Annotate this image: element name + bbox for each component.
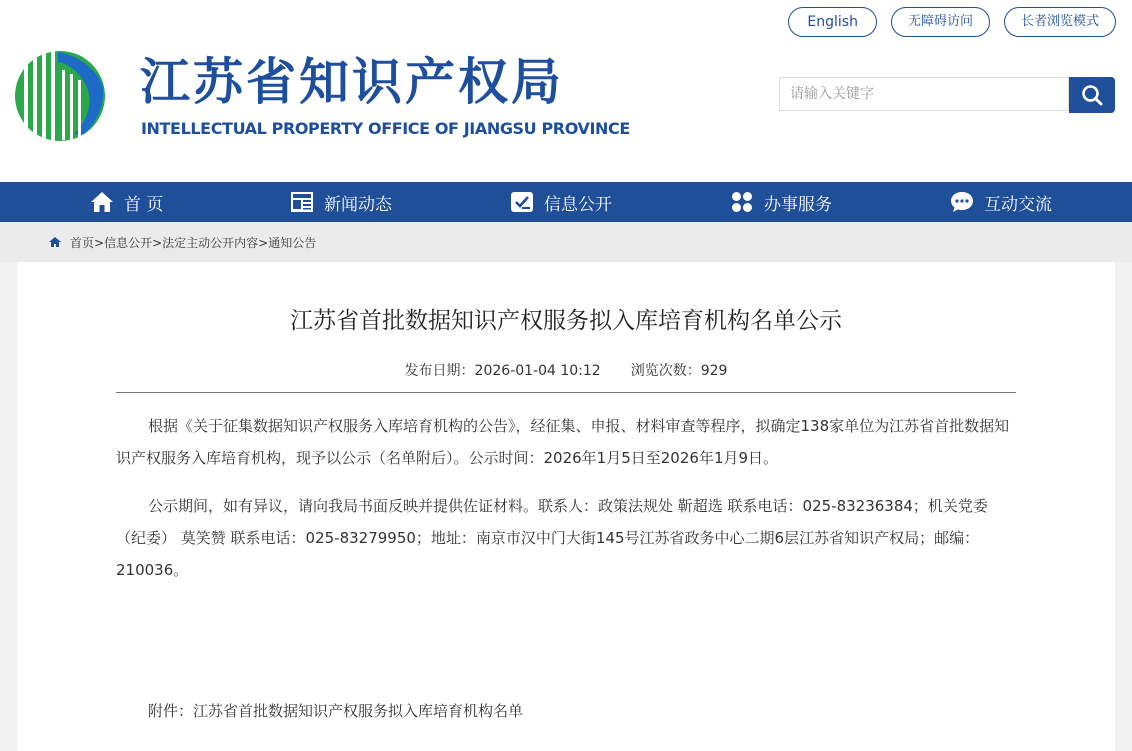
chat-icon [950, 190, 974, 214]
nav-interaction[interactable] [950, 182, 1052, 222]
english-link[interactable]: English [788, 7, 877, 37]
breadcrumb-home[interactable]: 首页> [70, 235, 105, 250]
breadcrumb-statutory[interactable]: 法定主动公开内容> [162, 235, 269, 250]
elderly-mode-link[interactable]: 长者浏览模式 [1004, 7, 1116, 37]
search-icon [1081, 84, 1103, 106]
article-title: 江苏省首批数据知识产权服务拟入库培育机构名单公示 [290, 308, 842, 334]
article-panel [17, 262, 1115, 751]
news-icon [290, 190, 314, 214]
nav-news-label: 新闻动态 [324, 194, 392, 215]
nav-info-label: 信息公开 [544, 194, 612, 215]
article-paragraph-2: 公示期间，如有异议，请向我局书面反映并提供佐证材料。联系人：政策法规处 靳超选 联系电话：025-83236384；机关党委（纪委） 莫笑赞 联系电话：025-83279950；地址：南京市汉中门大街145号江苏省政务中心二期6层江苏省知识产权局；邮编：210036。 [116, 497, 988, 579]
publish-date: 2026-01-04 10:12 [474, 363, 601, 379]
search-button[interactable] [1069, 77, 1115, 113]
nav-home[interactable] [90, 182, 163, 222]
breadcrumb-notices[interactable]: 通知公告 [268, 235, 317, 250]
nav-info[interactable] [510, 182, 612, 222]
home-icon [90, 190, 114, 214]
site-title-en[interactable]: INTELLECTUAL PROPERTY OFFICE OF JIANGSU PROVINCE [141, 119, 630, 138]
attachment-link[interactable]: 附件：江苏省首批数据知识产权服务拟入库培育机构名单 [148, 702, 524, 720]
breadcrumb [0, 222, 1132, 262]
accessibility-link[interactable]: 无障碍访问 [891, 7, 990, 37]
nav-services[interactable] [730, 182, 832, 222]
view-count: 929 [700, 363, 728, 379]
logo-emblem-icon[interactable] [14, 50, 106, 142]
service-icon [730, 190, 754, 214]
home-icon [48, 236, 62, 248]
date-label: 发布日期： [404, 363, 475, 379]
nav-news[interactable] [290, 182, 392, 222]
views-label: 浏览次数： [630, 363, 701, 379]
site-header [0, 0, 1132, 182]
divider [116, 392, 1016, 393]
article-meta [17, 360, 1115, 380]
article-paragraph-1: 根据《关于征集数据知识产权服务入库培育机构的公告》，经征集、申报、材料审查等程序，拟确定138家单位为江苏省首批数据知识产权服务入库培育机构，现予以公示（名单附后）。公示时间：2026年1月5日至2026年1月9日。 [116, 417, 1010, 467]
info-icon [510, 190, 534, 214]
breadcrumb-info[interactable]: 信息公开> [104, 235, 163, 250]
nav-services-label: 办事服务 [764, 194, 832, 215]
site-title-cn[interactable]: 江苏省知识产权局 [140, 53, 564, 111]
search-input[interactable] [779, 77, 1069, 111]
nav-home-label: 首 页 [124, 194, 164, 215]
top-links [788, 7, 1116, 37]
breadcrumb-inner [48, 222, 316, 262]
search-box [779, 77, 1115, 113]
main-nav [0, 182, 1132, 222]
nav-interaction-label: 互动交流 [984, 194, 1052, 215]
